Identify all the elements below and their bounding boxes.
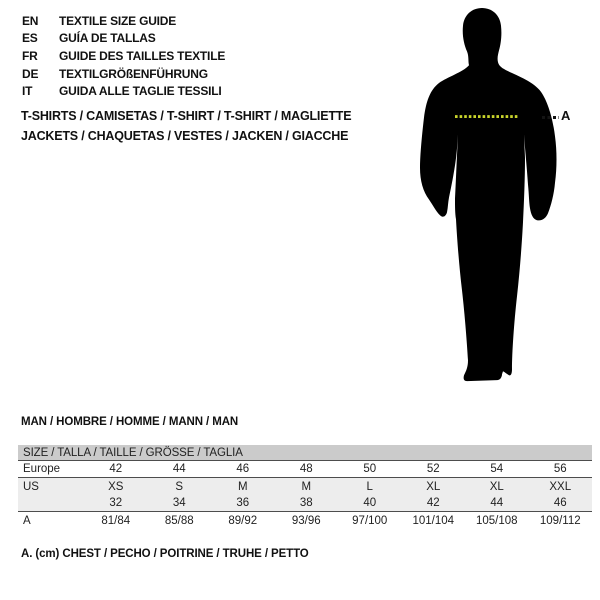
size-cell: 105/108 xyxy=(475,514,518,527)
language-code: EN xyxy=(22,13,39,28)
row-label: A xyxy=(23,514,31,527)
size-cell: 93/96 xyxy=(291,514,321,527)
man-silhouette-icon xyxy=(415,5,565,390)
size-cell: L xyxy=(366,480,373,493)
category-list xyxy=(21,107,351,146)
table-row-us xyxy=(18,478,592,495)
size-cell: XL xyxy=(489,480,504,493)
table-row-chest-a xyxy=(18,512,592,529)
size-cell: XXL xyxy=(549,480,572,493)
size-cell: 97/100 xyxy=(352,514,388,527)
measure-a-leader-dash xyxy=(542,116,559,119)
size-cell: 46 xyxy=(553,497,567,509)
size-cell: 32 xyxy=(109,497,123,509)
size-cell: XS xyxy=(108,480,124,493)
language-row-de xyxy=(22,65,225,83)
row-label: Europe xyxy=(23,463,61,475)
size-cell: 101/104 xyxy=(412,514,455,527)
size-cell: XL xyxy=(426,480,441,493)
size-cell: 85/88 xyxy=(164,514,194,527)
size-cell: 44 xyxy=(172,463,186,475)
measure-a-label: A xyxy=(561,108,571,123)
man-silhouette-figure xyxy=(415,5,600,390)
size-cell: 50 xyxy=(363,463,377,475)
size-cell: 56 xyxy=(553,463,567,475)
language-title: TEXTILGRÖßENFÜHRUNG xyxy=(59,66,208,81)
table-row-numeric xyxy=(18,495,592,512)
row-label: US xyxy=(23,480,39,493)
size-cell: 48 xyxy=(299,463,313,475)
language-title: TEXTILE SIZE GUIDE xyxy=(59,13,177,28)
size-cell: 46 xyxy=(236,463,250,475)
language-title: GUIDE DES TAILLES TEXTILE xyxy=(59,48,226,63)
footnote-chest-measure: A. (cm) CHEST / PECHO / POITRINE / TRUHE / PETTO xyxy=(21,548,309,560)
size-cell: 81/84 xyxy=(101,514,131,527)
size-cell: 34 xyxy=(172,497,186,509)
table-row-europe xyxy=(18,461,592,478)
language-row-en xyxy=(22,12,225,30)
section-label-man: MAN / HOMBRE / HOMME / MANN / MAN xyxy=(21,416,239,428)
language-code: FR xyxy=(22,48,38,63)
language-row-it xyxy=(22,82,225,100)
category-jackets: JACKETS / CHAQUETAS / VESTES / JACKEN / GIACCHE xyxy=(21,128,349,143)
size-cell: 38 xyxy=(299,497,313,509)
language-code: IT xyxy=(22,84,33,99)
language-list xyxy=(22,12,225,100)
size-cell: 40 xyxy=(363,497,377,509)
size-cell: 42 xyxy=(426,497,440,509)
size-cell: 52 xyxy=(426,463,440,475)
size-cell: M xyxy=(237,480,248,493)
size-cell: 44 xyxy=(490,497,504,509)
category-tshirts: T-SHIRTS / CAMISETAS / T-SHIRT / T-SHIRT / MAGLIETTE xyxy=(21,109,352,123)
size-cell: 36 xyxy=(236,497,250,509)
size-cell: 42 xyxy=(109,463,123,475)
size-table-header: SIZE / TALLA / TAILLE / GRÖSSE / TAGLIA xyxy=(18,445,592,461)
size-cell: 89/92 xyxy=(228,514,258,527)
language-code: DE xyxy=(22,66,39,81)
size-table xyxy=(18,445,592,529)
language-row-es xyxy=(22,30,225,48)
language-code: ES xyxy=(22,31,38,46)
language-title: GUIDA ALLE TAGLIE TESSILI xyxy=(59,84,222,99)
language-title: GUÍA DE TALLAS xyxy=(59,31,156,46)
language-row-fr xyxy=(22,47,225,65)
size-cell: M xyxy=(301,480,312,493)
size-cell: 54 xyxy=(490,463,504,475)
size-cell: 109/112 xyxy=(539,514,581,527)
size-cell: S xyxy=(175,480,184,493)
silhouette-shape xyxy=(420,8,557,381)
